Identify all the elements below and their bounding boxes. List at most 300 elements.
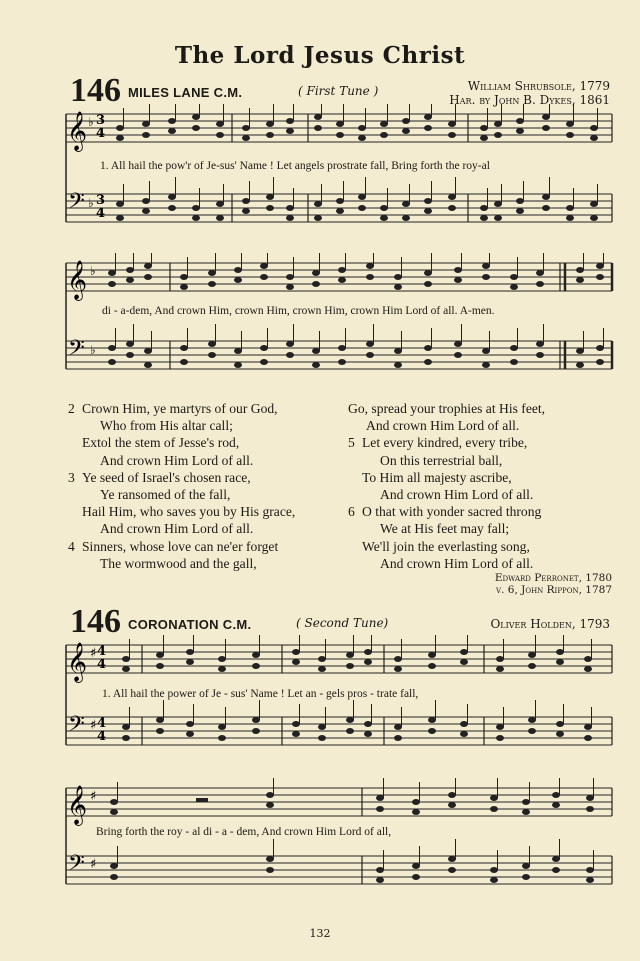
stanza-line: Who from His altar call; [100, 418, 233, 434]
notehead [126, 341, 134, 347]
notehead [490, 795, 498, 801]
notehead [266, 867, 274, 873]
notehead [180, 345, 188, 351]
notehead [424, 345, 432, 351]
notehead [556, 721, 564, 727]
svg-text:𝄞: 𝄞 [67, 642, 88, 682]
notehead [402, 118, 410, 124]
notehead [234, 267, 242, 273]
stanza-line: Ye ransomed of the fall, [100, 487, 231, 503]
notehead [260, 359, 268, 365]
notehead [394, 348, 402, 354]
notehead [424, 114, 432, 120]
notehead [336, 132, 344, 138]
notehead [364, 731, 372, 737]
notehead [358, 135, 366, 141]
stanza-line: Go, spread your trophies at His feet, [348, 401, 546, 416]
notehead [394, 735, 402, 741]
notehead [286, 118, 294, 124]
notehead [584, 666, 592, 672]
notehead [556, 731, 564, 737]
notehead [242, 208, 250, 214]
notehead [286, 205, 294, 211]
notehead [156, 728, 164, 734]
stanza-number: 2 [68, 401, 75, 416]
stanza-line: To Him all majesty ascribe, [362, 469, 512, 485]
notehead [552, 802, 560, 808]
notehead [522, 874, 530, 880]
notehead [208, 281, 216, 287]
svg-text:3: 3 [96, 193, 106, 208]
notehead [234, 348, 242, 354]
notehead [586, 867, 594, 873]
notehead [168, 205, 176, 211]
tune-note: ( Second Tune) [296, 616, 389, 630]
stanza-line: 2 Crown Him, ye martyrs of our God, [68, 401, 278, 416]
notehead [186, 659, 194, 665]
stanza-line: 6 O that with yonder sacred throng [348, 504, 542, 520]
notehead [312, 362, 320, 368]
notehead [180, 274, 188, 280]
notehead [480, 205, 488, 211]
notehead [402, 201, 410, 207]
notehead [168, 194, 176, 200]
notehead [542, 125, 550, 131]
notehead [510, 359, 518, 365]
notehead [180, 284, 188, 290]
author-credit: Edward Perronet, 1780 [494, 572, 612, 584]
notehead [496, 735, 504, 741]
stanza-line: And crown Him Lord of all. [100, 521, 254, 537]
notehead [338, 345, 346, 351]
tune-name: CORONATION C.M. [128, 617, 252, 632]
notehead [494, 215, 502, 221]
notehead [286, 274, 294, 280]
notehead [584, 735, 592, 741]
notehead [252, 652, 260, 658]
notehead [480, 135, 488, 141]
notehead [428, 717, 436, 723]
notehead [428, 663, 436, 669]
notehead [144, 362, 152, 368]
notehead [314, 125, 322, 131]
notehead [338, 359, 346, 365]
notehead [186, 649, 194, 655]
music-system-4 [0, 778, 640, 908]
notehead [126, 277, 134, 283]
notehead [346, 663, 354, 669]
notehead [218, 724, 226, 730]
notehead [338, 267, 346, 273]
section-title: The Lord Jesus Christ [174, 42, 466, 69]
notehead [292, 721, 300, 727]
notehead [218, 656, 226, 662]
notehead [266, 802, 274, 808]
svg-text:𝄢: 𝄢 [68, 851, 85, 881]
svg-text:4: 4 [97, 657, 107, 672]
notehead [380, 121, 388, 127]
notehead [286, 128, 294, 134]
svg-text:♯: ♯ [90, 718, 97, 733]
svg-text:♭: ♭ [88, 196, 94, 210]
notehead [590, 135, 598, 141]
notehead [292, 649, 300, 655]
notehead [242, 125, 250, 131]
notehead [380, 205, 388, 211]
notehead [448, 194, 456, 200]
notehead [312, 270, 320, 276]
notehead [318, 724, 326, 730]
notehead [394, 656, 402, 662]
notehead [556, 649, 564, 655]
notehead [122, 724, 130, 730]
notehead [590, 215, 598, 221]
notehead [364, 721, 372, 727]
notehead [336, 121, 344, 127]
bass-clef-icon: 𝄢 [68, 189, 85, 219]
notehead [318, 656, 326, 662]
notehead [482, 362, 490, 368]
notehead [108, 345, 116, 351]
notehead [242, 135, 250, 141]
notehead [110, 874, 118, 880]
notehead [186, 731, 194, 737]
notehead [566, 121, 574, 127]
notehead [496, 656, 504, 662]
hymn-number: 146 [70, 72, 121, 109]
notehead [314, 201, 322, 207]
notehead [394, 362, 402, 368]
notehead [394, 724, 402, 730]
page-number: 132 [309, 927, 331, 940]
notehead [460, 659, 468, 665]
notehead [110, 799, 118, 805]
notehead [108, 270, 116, 276]
notehead [116, 215, 124, 221]
notehead [394, 274, 402, 280]
lyrics-line: 1. All hail the power of Je - sus' Name ! Let an - gels pros - trate fall, [102, 688, 419, 700]
notehead [108, 281, 116, 287]
notehead [116, 125, 124, 131]
notehead [346, 652, 354, 658]
notehead [192, 114, 200, 120]
notehead [516, 198, 524, 204]
music-system-3 [0, 635, 640, 775]
stanza-number: 3 [68, 469, 75, 485]
svg-text:4: 4 [97, 716, 107, 731]
svg-text:3: 3 [96, 113, 106, 128]
notehead [314, 215, 322, 221]
stanzas-right-column [348, 400, 545, 572]
notehead [292, 659, 300, 665]
notehead [380, 132, 388, 138]
notehead [596, 263, 604, 269]
notehead [584, 656, 592, 662]
notehead [252, 728, 260, 734]
svg-text:♭: ♭ [90, 264, 96, 278]
notehead [424, 198, 432, 204]
notehead [448, 802, 456, 808]
notehead [412, 863, 420, 869]
notehead [186, 721, 194, 727]
stanza-line: Extol the stem of Jesse's rod, [82, 435, 240, 451]
notehead [346, 728, 354, 734]
notehead [424, 270, 432, 276]
notehead [536, 341, 544, 347]
notehead [454, 341, 462, 347]
notehead [156, 717, 164, 723]
svg-text:𝄞: 𝄞 [67, 785, 88, 825]
harmonizer-credit: Har. by John B. Dykes, 1861 [449, 93, 610, 107]
notehead [312, 281, 320, 287]
notehead [168, 128, 176, 134]
notehead [454, 267, 462, 273]
notehead [522, 799, 530, 805]
notehead [590, 201, 598, 207]
notehead [596, 274, 604, 280]
notehead [424, 359, 432, 365]
notehead [448, 205, 456, 211]
notehead [552, 792, 560, 798]
whole-rest [196, 798, 208, 802]
notehead [482, 348, 490, 354]
notehead [122, 735, 130, 741]
stanza-line: We at His feet may fall; [380, 521, 510, 537]
notehead [366, 263, 374, 269]
notehead [208, 352, 216, 358]
notehead [516, 128, 524, 134]
notehead [144, 263, 152, 269]
notehead [448, 856, 456, 862]
notehead [346, 717, 354, 723]
notehead [494, 121, 502, 127]
notehead [358, 125, 366, 131]
svg-text:♭: ♭ [90, 343, 96, 357]
notehead [260, 274, 268, 280]
notehead [448, 121, 456, 127]
notehead [216, 121, 224, 127]
notehead [144, 348, 152, 354]
notehead [208, 341, 216, 347]
notehead [480, 215, 488, 221]
svg-text:♯: ♯ [90, 646, 97, 661]
hymn-number: 146 [70, 603, 121, 640]
notehead [266, 792, 274, 798]
notehead [482, 274, 490, 280]
svg-text:4: 4 [96, 126, 106, 141]
notehead [584, 724, 592, 730]
stanza-line: 5 Let every kindred, every tribe, [348, 435, 528, 451]
lyrics-line: 1. All hail the pow'r of Je-sus' Name ! Let angels prostrate fall, Bring forth the roy-al [100, 160, 490, 172]
notehead [208, 270, 216, 276]
svg-text:♯: ♯ [90, 789, 97, 804]
stanza-number: 6 [348, 504, 355, 520]
notehead [156, 652, 164, 658]
author-credit-2: v. 6, John Rippon, 1787 [496, 584, 612, 596]
notehead [336, 208, 344, 214]
notehead [528, 652, 536, 658]
notehead [142, 121, 150, 127]
notehead [142, 208, 150, 214]
notehead [402, 215, 410, 221]
notehead [122, 666, 130, 672]
stanzas-left-column [68, 400, 295, 572]
notehead [494, 132, 502, 138]
notehead [116, 135, 124, 141]
notehead [252, 717, 260, 723]
notehead [576, 348, 584, 354]
notehead [122, 656, 130, 662]
notehead [448, 792, 456, 798]
notehead [510, 274, 518, 280]
notehead [522, 809, 530, 815]
notehead [364, 659, 372, 665]
stanza-number: 5 [348, 435, 355, 451]
notehead [218, 735, 226, 741]
notehead [428, 652, 436, 658]
notehead [576, 267, 584, 273]
notehead [454, 277, 462, 283]
stanza-line: We'll join the everlasting song, [362, 538, 530, 554]
notehead [260, 345, 268, 351]
notehead [192, 125, 200, 131]
notehead [376, 806, 384, 812]
notehead [266, 856, 274, 862]
notehead [192, 215, 200, 221]
svg-text:4: 4 [97, 729, 107, 744]
svg-text:𝄞: 𝄞 [67, 260, 88, 300]
composer-credit: Oliver Holden, 1793 [490, 617, 610, 631]
composer-credit: William Shrubsole, 1779 [467, 79, 610, 93]
notehead [252, 663, 260, 669]
notehead [576, 362, 584, 368]
notehead [286, 215, 294, 221]
notehead [482, 263, 490, 269]
notehead [424, 125, 432, 131]
svg-text:𝄢: 𝄢 [68, 336, 85, 366]
notehead [234, 277, 242, 283]
notehead [586, 877, 594, 883]
notehead [586, 806, 594, 812]
stanza-line: 4 Sinners, whose love can ne'er forget [68, 538, 279, 554]
notehead [528, 717, 536, 723]
notehead [552, 856, 560, 862]
notehead [216, 215, 224, 221]
notehead [358, 205, 366, 211]
notehead [266, 194, 274, 200]
notehead [596, 345, 604, 351]
notehead [542, 114, 550, 120]
notehead [516, 208, 524, 214]
notehead [366, 352, 374, 358]
notehead [542, 205, 550, 211]
svg-text:4: 4 [96, 206, 106, 221]
notehead [494, 201, 502, 207]
notehead [412, 874, 420, 880]
notehead [394, 666, 402, 672]
notehead [192, 205, 200, 211]
notehead [394, 284, 402, 290]
notehead [424, 281, 432, 287]
lyrics-line: di - a-dem, And crown Him, crown Him, crown Him, crown Him Lord of all. A-men. [102, 305, 495, 317]
notehead [490, 806, 498, 812]
lyrics-line: Bring forth the roy - al di - a - dem, And crown Him Lord of all, [96, 826, 392, 838]
notehead [108, 359, 116, 365]
notehead [376, 877, 384, 883]
notehead [528, 663, 536, 669]
notehead [126, 352, 134, 358]
notehead [292, 731, 300, 737]
notehead [412, 809, 420, 815]
notehead [216, 201, 224, 207]
notehead [528, 728, 536, 734]
notehead [590, 125, 598, 131]
notehead [142, 132, 150, 138]
notehead [318, 735, 326, 741]
stanza-line: And crown Him Lord of all. [366, 418, 520, 434]
notehead [566, 132, 574, 138]
notehead [358, 194, 366, 200]
notehead [380, 215, 388, 221]
notehead [180, 359, 188, 365]
notehead [402, 128, 410, 134]
notehead [110, 863, 118, 869]
notehead [366, 274, 374, 280]
notehead [490, 877, 498, 883]
notehead [266, 121, 274, 127]
notehead [338, 277, 346, 283]
notehead [536, 281, 544, 287]
notehead [454, 352, 462, 358]
notehead [556, 659, 564, 665]
tune-note: ( First Tune ) [298, 84, 379, 98]
notehead [412, 799, 420, 805]
notehead [156, 663, 164, 669]
notehead [218, 666, 226, 672]
notehead [234, 362, 242, 368]
notehead [536, 270, 544, 276]
svg-text:♯: ♯ [90, 857, 97, 872]
notehead [552, 867, 560, 873]
notehead [448, 132, 456, 138]
notehead [376, 867, 384, 873]
notehead [260, 263, 268, 269]
notehead [318, 666, 326, 672]
notehead [336, 198, 344, 204]
svg-text:4: 4 [97, 644, 107, 659]
notehead [510, 284, 518, 290]
notehead [542, 194, 550, 200]
notehead [110, 809, 118, 815]
notehead [242, 198, 250, 204]
notehead [142, 198, 150, 204]
notehead [314, 114, 322, 120]
music-system-2 [0, 253, 640, 393]
stanza-line: Hail Him, who saves you by His grace, [82, 504, 296, 520]
notehead [536, 352, 544, 358]
notehead [480, 125, 488, 131]
notehead [496, 666, 504, 672]
notehead [460, 731, 468, 737]
notehead [576, 277, 584, 283]
notehead [116, 201, 124, 207]
notehead [366, 341, 374, 347]
stanza-line: On this terrestrial ball, [380, 452, 503, 468]
notehead [460, 649, 468, 655]
notehead [490, 867, 498, 873]
svg-text:𝄢: 𝄢 [68, 712, 85, 742]
notehead [586, 795, 594, 801]
